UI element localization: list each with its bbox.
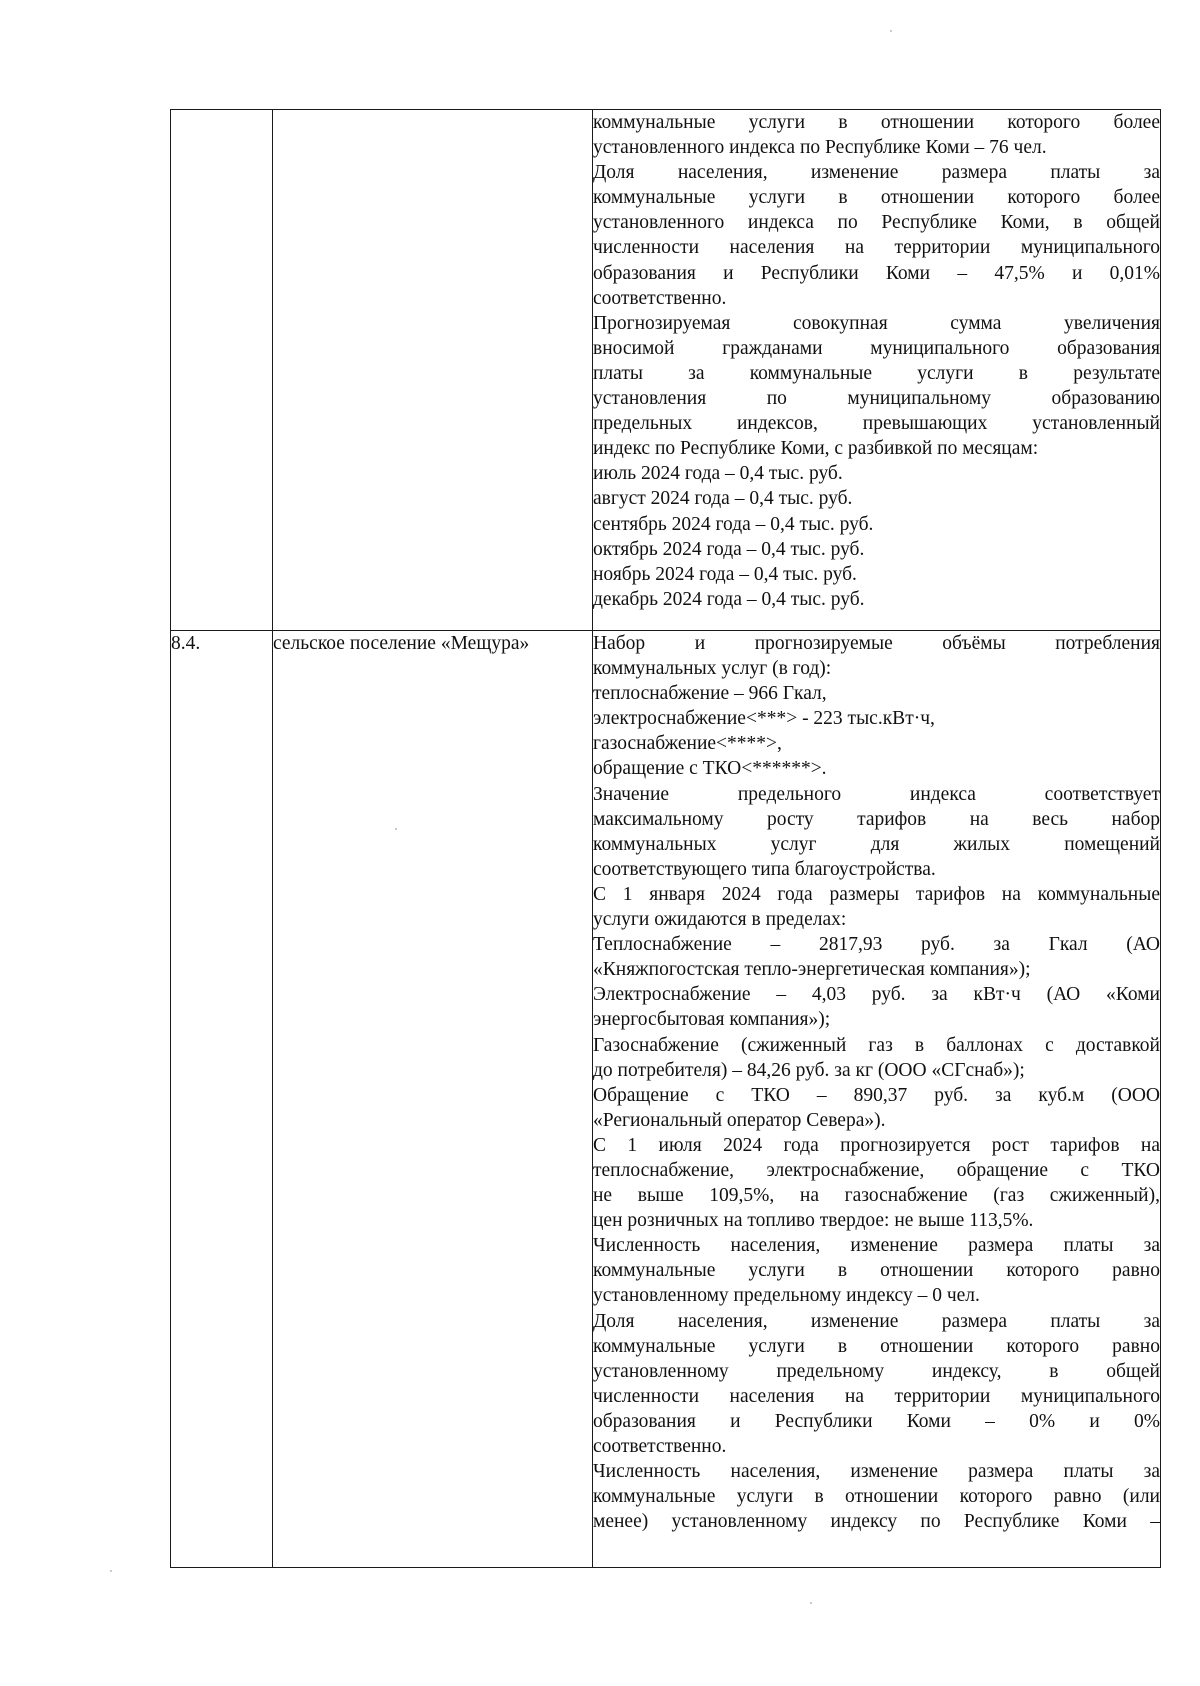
text-line: Обращение с ТКО – 890,37 руб. за куб.м (ООО: [593, 1084, 1160, 1106]
description-cell: [593, 110, 1161, 631]
text-line: соответствующего типа благоустройства.: [593, 858, 936, 880]
text-line: коммунальных услуг (в год):: [593, 658, 832, 680]
text-line: коммунальные услуги в отношении которого равно (или: [593, 1486, 1160, 1508]
text-line: установления по муниципальному образованию: [593, 388, 1160, 410]
scan-speck: [110, 1570, 112, 1572]
description-cell: [593, 631, 1161, 1568]
text-line: установленного индекса по Республике Коми, в общей: [593, 212, 1160, 234]
description-text: [593, 631, 1160, 1534]
text-line: коммунальные услуги в отношении которого более: [593, 112, 1160, 133]
text-line: С 1 января 2024 года размеры тарифов на коммунальные: [593, 883, 1160, 905]
row-number-cell: 8.4.: [171, 631, 273, 1568]
table-row-8-4: [171, 631, 1161, 1568]
tariff-table: [170, 109, 1161, 1568]
text-line: ноябрь 2024 года – 0,4 тыс. руб.: [593, 563, 857, 585]
text-line: цен розничных на топливо твердое: не выше 113,5%.: [593, 1210, 1034, 1232]
text-line: менее) установленному индексу по Республике Коми –: [593, 1511, 1160, 1533]
text-line: установленного индекса по Республике Коми – 76 чел.: [593, 137, 1047, 159]
text-line: теплоснабжение – 966 Гкал,: [593, 683, 827, 705]
text-line: август 2024 года – 0,4 тыс. руб.: [593, 488, 853, 510]
text-line: Доля населения, изменение размера платы за: [593, 162, 1160, 184]
text-line: установленному предельному индексу – 0 чел.: [593, 1285, 980, 1307]
text-line: энергосбытовая компания»);: [593, 1009, 831, 1031]
text-line: вносимой гражданами муниципального образования: [593, 337, 1160, 359]
text-line: Численность населения, изменение размера платы за: [593, 1235, 1160, 1257]
text-line: услуги ожидаются в пределах:: [593, 909, 847, 931]
text-line: до потребителя) – 84,26 руб. за кг (ООО «СГснаб»);: [593, 1059, 1025, 1081]
text-line: платы за коммунальные услуги в результате: [593, 362, 1160, 384]
text-line: обращение с ТКО<******>.: [593, 758, 827, 780]
text-line: не выше 109,5%, на газоснабжение (газ сжиженный),: [593, 1185, 1160, 1207]
text-line: коммунальные услуги в отношении которого равно: [593, 1260, 1160, 1282]
text-line: Набор и прогнозируемые объёмы потребления: [593, 633, 1160, 654]
scan-speck: [395, 828, 397, 830]
text-line: теплоснабжение, электроснабжение, обращение с ТКО: [593, 1159, 1160, 1181]
text-line: коммунальные услуги в отношении которого более: [593, 187, 1160, 209]
text-line: численности населения на территории муниципального: [593, 1385, 1160, 1407]
text-line: Доля населения, изменение размера платы за: [593, 1310, 1160, 1332]
text-line: Прогнозируемая совокупная сумма увеличения: [593, 312, 1160, 334]
text-line: коммунальных услуг для жилых помещений: [593, 833, 1160, 855]
text-line: максимальному росту тарифов на весь набор: [593, 808, 1160, 830]
municipality-name-cell: [273, 110, 593, 631]
text-line: октябрь 2024 года – 0,4 тыс. руб.: [593, 538, 865, 560]
text-line: установленному предельному индексу, в общей: [593, 1360, 1160, 1382]
text-line: «Княжпогостская тепло-энергетическая компания»);: [593, 959, 1031, 981]
scan-speck: [890, 30, 892, 32]
text-line: соответственно.: [593, 1436, 727, 1457]
text-line: Значение предельного индекса соответствует: [593, 783, 1160, 805]
text-line: Численность населения, изменение размера платы за: [593, 1461, 1160, 1483]
text-line: «Региональный оператор Севера»).: [593, 1109, 886, 1131]
text-line: С 1 июля 2024 года прогнозируется рост тарифов на: [593, 1134, 1160, 1156]
text-line: Электроснабжение – 4,03 руб. за кВт·ч (АО «Коми: [593, 984, 1160, 1006]
text-line: Теплоснабжение – 2817,93 руб. за Гкал (АО: [593, 934, 1160, 956]
text-line: коммунальные услуги в отношении которого равно: [593, 1335, 1160, 1357]
text-line: образования и Республики Коми – 0% и 0%: [593, 1410, 1160, 1432]
text-line: декабрь 2024 года – 0,4 тыс. руб.: [593, 588, 865, 610]
text-line: сентябрь 2024 года – 0,4 тыс. руб.: [593, 513, 874, 535]
table-row-continued: [171, 110, 1161, 631]
text-line: июль 2024 года – 0,4 тыс. руб.: [593, 463, 843, 485]
text-line: Газоснабжение (сжиженный газ в баллонах с доставкой: [593, 1034, 1160, 1056]
text-line: электроснабжение<***> - 223 тыс.кВт·ч,: [593, 708, 935, 730]
row-number-cell: [171, 110, 273, 631]
municipality-name-cell: сельское поселение «Мещура»: [273, 631, 593, 1568]
description-text: [593, 110, 1160, 612]
text-line: соответственно.: [593, 287, 727, 309]
text-line: индекс по Республике Коми, с разбивкой по месяцам:: [593, 438, 1039, 460]
scan-speck: [810, 1602, 812, 1604]
text-line: численности населения на территории муниципального: [593, 237, 1160, 259]
text-line: образования и Республики Коми – 47,5% и 0,01%: [593, 262, 1160, 284]
text-line: предельных индексов, превышающих установленный: [593, 413, 1160, 435]
text-line: газоснабжение<****>,: [593, 733, 782, 755]
